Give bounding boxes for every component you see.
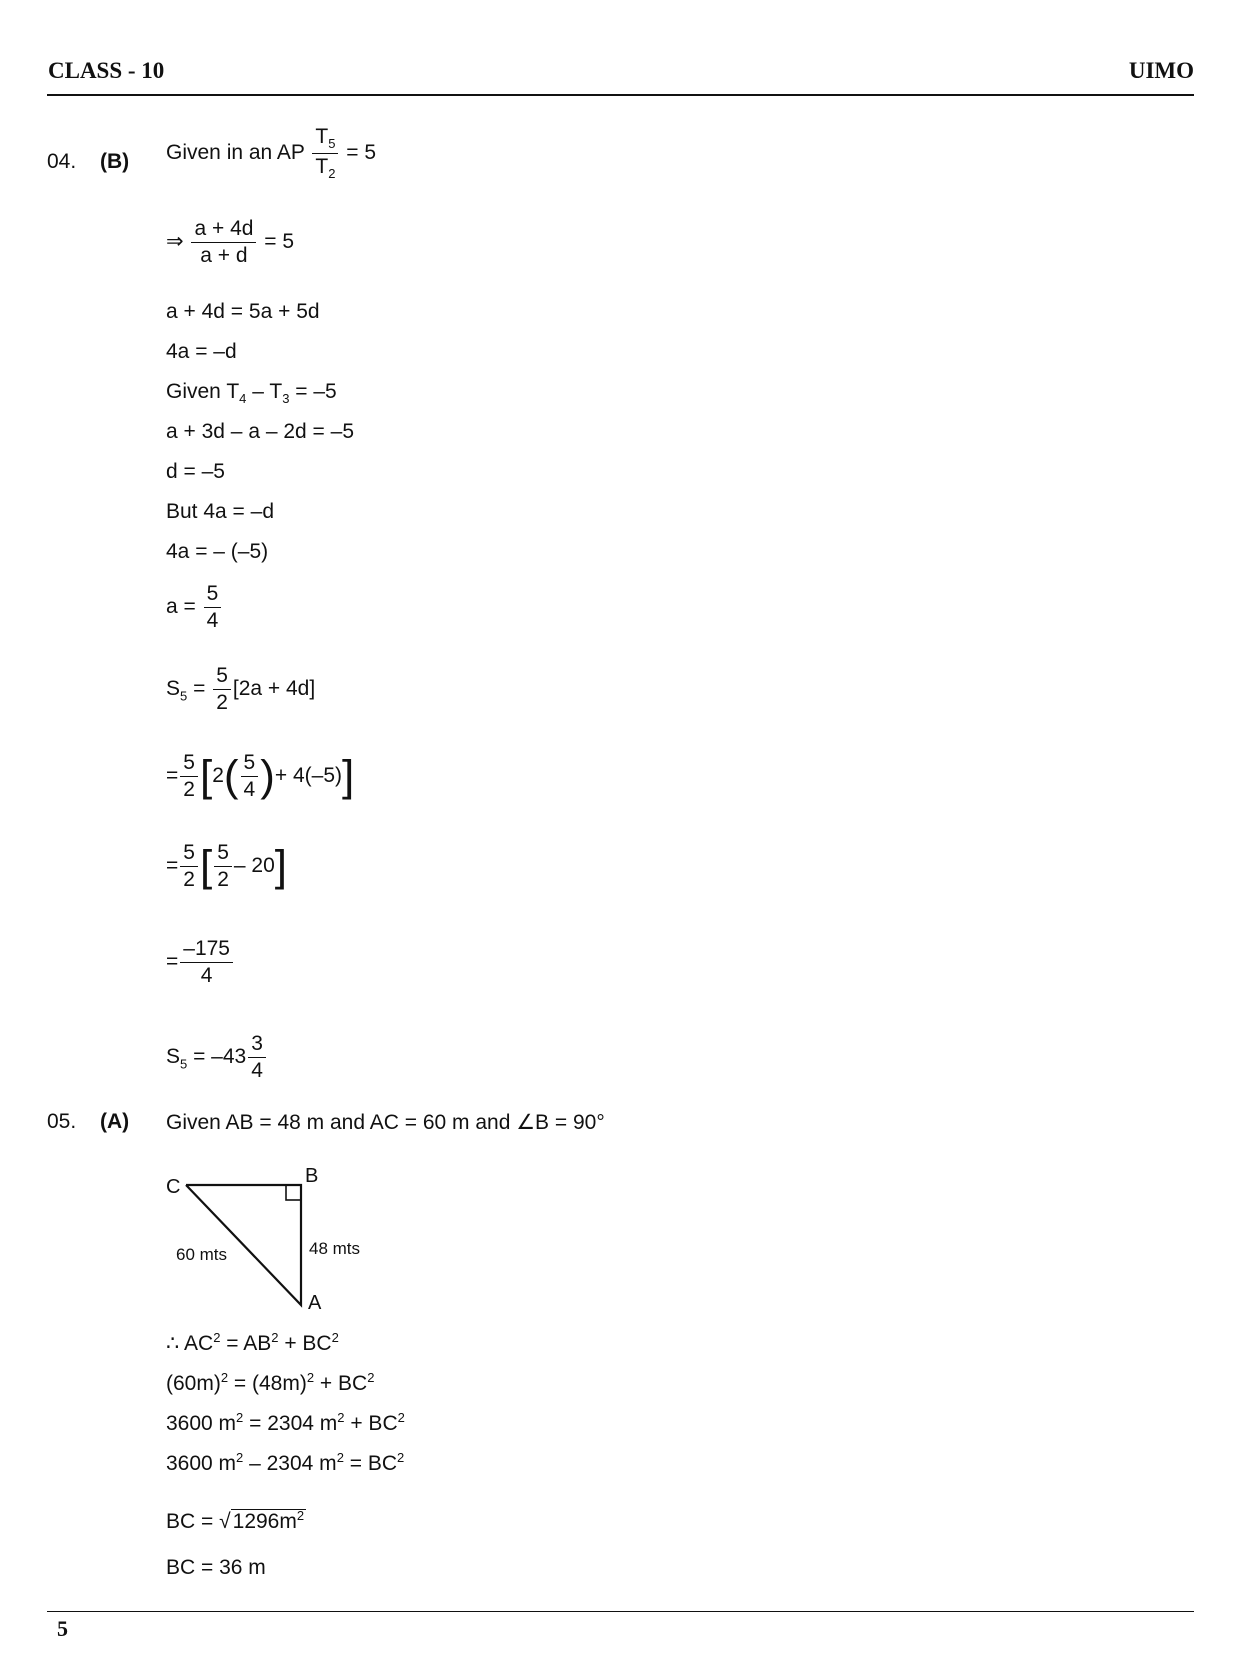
q4-line-4: 4a = –d (166, 340, 237, 363)
right-square-bracket: ] (274, 841, 287, 891)
q4-line-2 (166, 218, 294, 267)
q5-l4-a: 3600 m (166, 1412, 237, 1435)
q5-l6-lhs: BC = (166, 1510, 220, 1533)
q4-l12-fraction (180, 752, 198, 801)
side-ab-label: 48 mts (309, 1239, 361, 1258)
q4-l2-fraction (191, 218, 256, 267)
q4-l12-num: 5 (180, 752, 198, 777)
q5-l6-radicand: 1296m (232, 1510, 297, 1533)
q4-l14-fraction (180, 938, 233, 987)
sq-9: 2 (397, 1410, 405, 1425)
q4-line-7: d = –5 (166, 460, 225, 483)
q5-answer: (A) (100, 1110, 130, 1133)
q5-number: 05. (47, 1110, 77, 1133)
q5-l3-b: = (48m) (228, 1372, 307, 1395)
q4-l13-in-den: 2 (217, 868, 229, 892)
q4-l1-den-sub: 2 (328, 166, 336, 182)
implies-arrow: ⇒ (166, 230, 184, 254)
q4-l11-s: S (166, 677, 181, 701)
sq-2: 2 (271, 1330, 279, 1345)
sq-10: 2 (236, 1450, 244, 1465)
header-uimo: UIMO (1128, 58, 1194, 83)
q4-l1-rhs: = 5 (346, 140, 377, 164)
q4-l15-den: 4 (251, 1059, 263, 1083)
q5-l4-c: + BC (344, 1412, 398, 1435)
sq-6: 2 (367, 1370, 375, 1385)
q4-l1-den: T (315, 154, 329, 178)
q5-line-1: Given AB = 48 m and AC = 60 m and ∠B = 90° (166, 1111, 605, 1134)
q4-l5-sub2: 3 (282, 391, 290, 407)
q4-l13-rest: – 20 (233, 854, 275, 878)
sq-12: 2 (397, 1450, 405, 1465)
footer-rule (47, 1611, 1194, 1612)
q4-l13-fraction (180, 842, 198, 891)
q4-l13-eq: = (166, 854, 179, 878)
q4-l15-sub: 5 (180, 1056, 188, 1072)
q4-l5-sub1: 4 (239, 391, 247, 407)
right-angle-marker (286, 1185, 301, 1200)
q5-line-7: BC = 36 m (166, 1556, 266, 1579)
q4-l10-fraction (204, 583, 222, 632)
q4-l15-eq: = –43 (187, 1045, 247, 1069)
q4-l11-num: 5 (213, 665, 231, 690)
right-paren: ) (260, 751, 275, 801)
right-triangle-diagram (160, 1160, 380, 1320)
q4-l2-rhs: = 5 (264, 230, 295, 254)
q4-l11-sub: 5 (180, 688, 188, 704)
q4-line-8: But 4a = –d (166, 500, 275, 523)
q4-l1-num-sub: 5 (328, 136, 336, 152)
q4-l13-den: 2 (183, 868, 195, 892)
q4-l14-eq: = (166, 950, 179, 974)
q4-l13-num: 5 (180, 842, 198, 867)
q4-l12-in-den: 4 (243, 778, 256, 802)
sq-5: 2 (306, 1370, 315, 1385)
q4-l2-num: a + 4d (191, 218, 256, 243)
vertex-b-label: B (305, 1165, 319, 1187)
q4-line-6: a + 3d – a – 2d = –5 (166, 420, 354, 443)
left-square-bracket: [ (199, 751, 213, 801)
right-square-bracket: ] (342, 751, 355, 801)
q4-line-13 (166, 842, 287, 891)
q4-l11-den: 2 (216, 691, 228, 715)
q5-line-3 (166, 1370, 374, 1396)
q4-l11-bracket: [2a + 4d] (232, 677, 316, 701)
page-number: 5 (57, 1616, 68, 1641)
q4-line-9: 4a = – (–5) (166, 540, 269, 563)
q4-l13-in-num: 5 (214, 842, 232, 867)
q4-l2-den: a + d (200, 244, 248, 268)
q4-line-10 (166, 583, 223, 632)
q4-l12-two: 2 (212, 764, 224, 788)
q4-line-11 (166, 665, 315, 714)
q4-l15-fraction (248, 1033, 266, 1082)
q4-l15-s: S (166, 1045, 181, 1069)
q5-l2-c: + BC (278, 1332, 332, 1355)
q5-l4-b: = 2304 m (243, 1412, 338, 1435)
q4-number: 04. (47, 150, 77, 173)
q4-l1-fraction (312, 126, 338, 181)
q4-l10-num: 5 (204, 583, 222, 608)
q5-line-4 (166, 1410, 405, 1436)
q5-l3-a: (60m) (166, 1372, 221, 1395)
q4-l12-inner-fraction (241, 752, 259, 801)
q5-line-6 (166, 1508, 306, 1534)
q4-line-15 (166, 1033, 268, 1082)
sq-11: 2 (336, 1450, 344, 1465)
q4-l11-fraction (213, 665, 231, 714)
sq-13: 2 (296, 1508, 305, 1523)
q4-l15-num: 3 (248, 1033, 266, 1058)
q5-line-5 (166, 1450, 404, 1476)
header-rule (47, 94, 1194, 96)
q4-l14-num: –175 (180, 938, 233, 963)
sq-8: 2 (337, 1410, 345, 1425)
q4-l12-den: 2 (183, 778, 195, 802)
q4-answer: (B) (100, 150, 130, 173)
q4-line-12 (166, 752, 354, 801)
q4-l5-a: Given T (166, 380, 240, 403)
q4-l12-in-num: 5 (241, 752, 259, 777)
q4-l10-den: 4 (206, 609, 219, 633)
q4-line-1 (166, 126, 376, 181)
q5-l5-c: = BC (343, 1452, 398, 1475)
q4-line-5 (166, 380, 337, 406)
left-square-bracket: [ (199, 841, 213, 891)
radical-sign-icon: √ (219, 1510, 231, 1533)
left-paren: ( (223, 751, 239, 801)
q4-line-14 (166, 938, 235, 987)
sq-7: 2 (236, 1410, 244, 1425)
side-ac-label: 60 mts (176, 1245, 228, 1264)
sq-4: 2 (220, 1370, 229, 1385)
q5-l5-b: – 2304 m (243, 1452, 337, 1475)
q4-l13-inner-fraction (214, 842, 232, 891)
q4-l14-den: 4 (200, 964, 213, 988)
q4-l10-lhs: a = (166, 595, 202, 619)
vertex-a-label: A (308, 1292, 322, 1314)
q4-l12-rest: + 4(–5) (274, 764, 342, 788)
vertex-c-label: C (166, 1176, 181, 1198)
square-root (219, 1508, 306, 1534)
q5-line-2 (166, 1330, 339, 1356)
q4-l12-eq: = (166, 764, 179, 788)
q5-l5-a: 3600 m (166, 1452, 237, 1475)
sq-1: 2 (213, 1330, 221, 1345)
q4-l5-b: – T (246, 380, 283, 403)
q5-l2-b: = AB (220, 1332, 272, 1355)
q4-l1-text: Given in an AP (166, 140, 305, 164)
q5-l2-a: ∴ AC (166, 1332, 214, 1355)
q4-line-3: a + 4d = 5a + 5d (166, 300, 320, 323)
q4-l11-eq: = (187, 677, 212, 701)
header-class: CLASS - 10 (48, 58, 165, 83)
sq-3: 2 (331, 1330, 339, 1345)
q4-l5-c: = –5 (289, 380, 337, 403)
q4-l1-num: T (315, 125, 329, 148)
q5-l3-c: + BC (314, 1372, 368, 1395)
